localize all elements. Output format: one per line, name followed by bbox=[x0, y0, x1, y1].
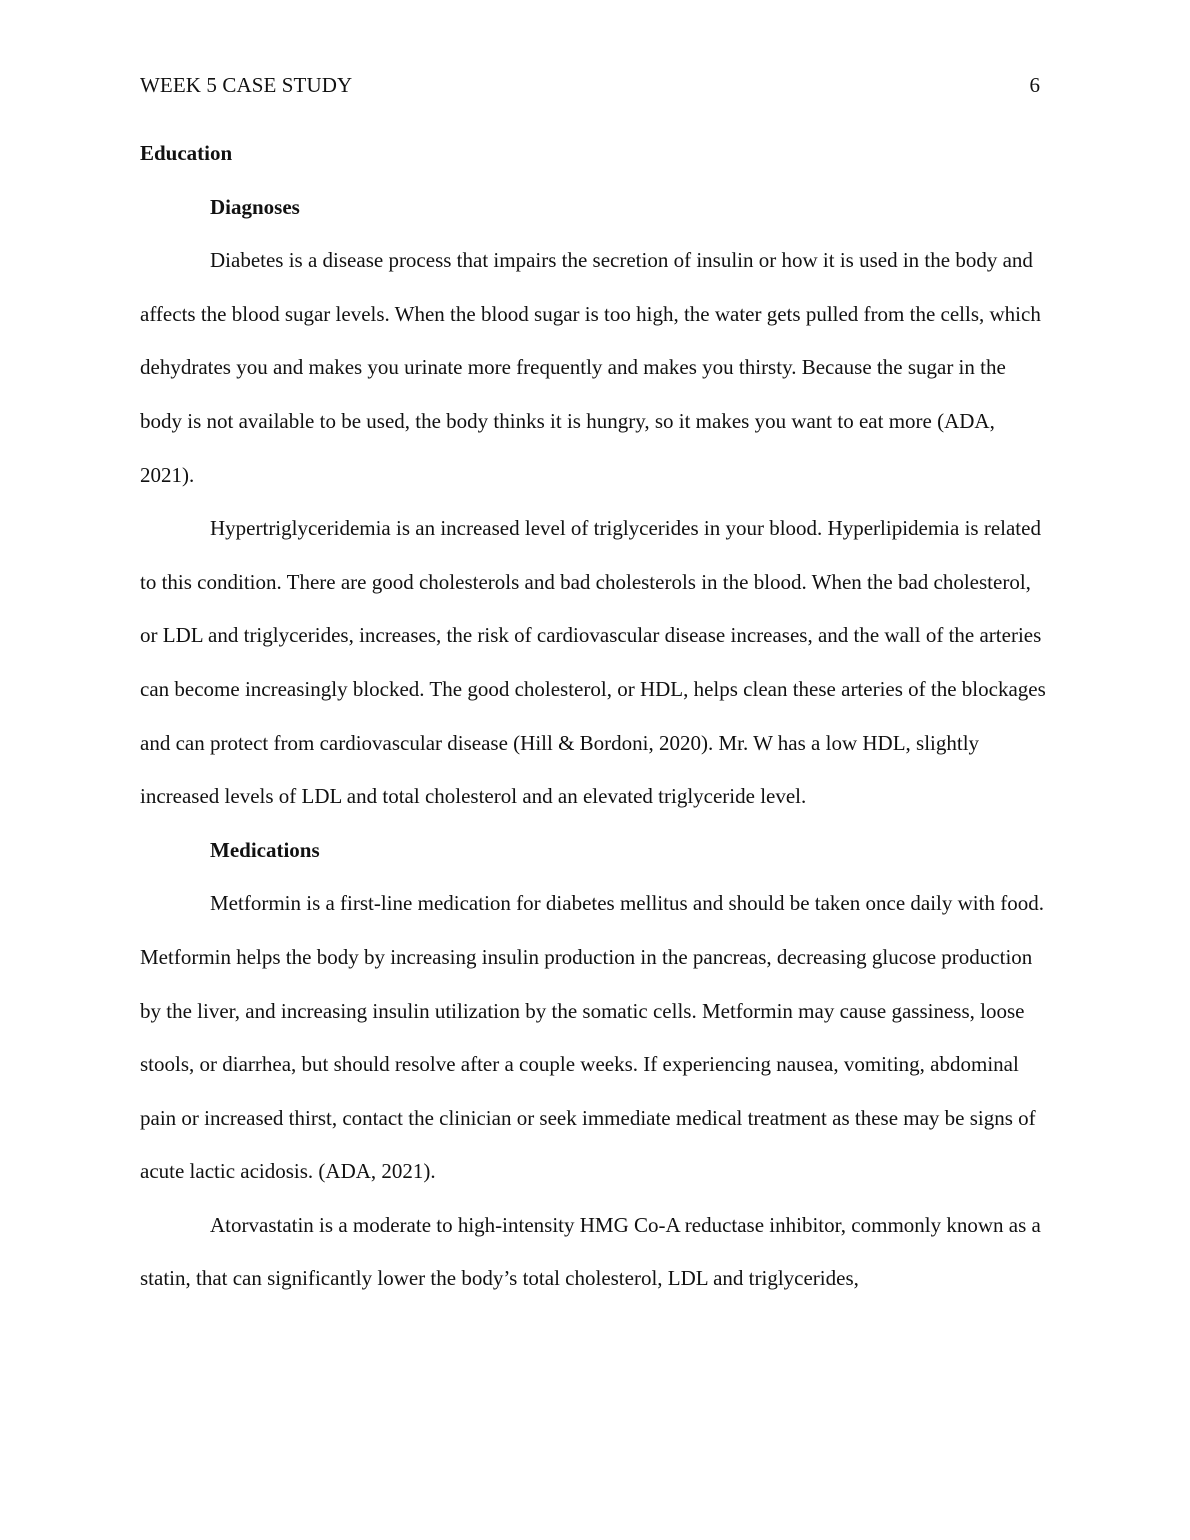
section-heading-education: Education bbox=[140, 141, 233, 165]
paragraph-metformin: Metformin is a first-line medication for diabetes mellitus and should be taken once daily with food. Metformin helps the body by increasing insulin production in the pancreas, decreasing glucose production by the liver, and increasing insulin utilization by the somatic cells. Metformin may cause gassiness, loose stools, or diarrhea, but should resolve after a couple weeks. If experiencing nausea, vomiting, abdominal pain or increased thirst, contact the clinician or seek immediate medical treatment as these may be signs of acute lactic acidosis. (ADA, 2021). bbox=[140, 891, 1044, 1184]
paragraph-diabetes: Diabetes is a disease process that impairs the secretion of insulin or how it is used in the body and affects the blood sugar levels. When the blood sugar is too high, the water gets pulled from the cells, which dehydrates you and makes you urinate more frequently and makes you thirsty. Because the sugar in the body is not available to be used, the body thinks it is hungry, so it makes you want to eat more (ADA, 2021). bbox=[140, 248, 1041, 487]
subheading-medications: Medications bbox=[210, 837, 320, 862]
document-body bbox=[140, 127, 1052, 1306]
subheading-diagnoses: Diagnoses bbox=[210, 194, 300, 219]
page-number: 6 bbox=[1029, 73, 1040, 97]
running-head: WEEK 5 CASE STUDY bbox=[140, 73, 353, 97]
paragraph-hypertriglyceridemia: Hypertriglyceridemia is an increased level of triglycerides in your blood. Hyperlipidemia is related to this condition. There are good cholesterols and bad cholesterols in the blood. When the bad cholesterol, or LDL and triglycerides, increases, the risk of cardiovascular disease increases, and the wall of the arteries can become increasingly blocked. The good cholesterol, or HDL, helps clean these arteries of the blockages and can protect from cardiovascular disease (Hill & Bordoni, 2020). Mr. W has a low HDL, slightly increased levels of LDL and total cholesterol and an elevated triglyceride level. bbox=[140, 516, 1046, 809]
paragraph-atorvastatin: Atorvastatin is a moderate to high-intensity HMG Co-A reductase inhibitor, commonly known as a statin, that can significantly lower the body’s total cholesterol, LDL and triglycerides, bbox=[140, 1212, 1041, 1291]
